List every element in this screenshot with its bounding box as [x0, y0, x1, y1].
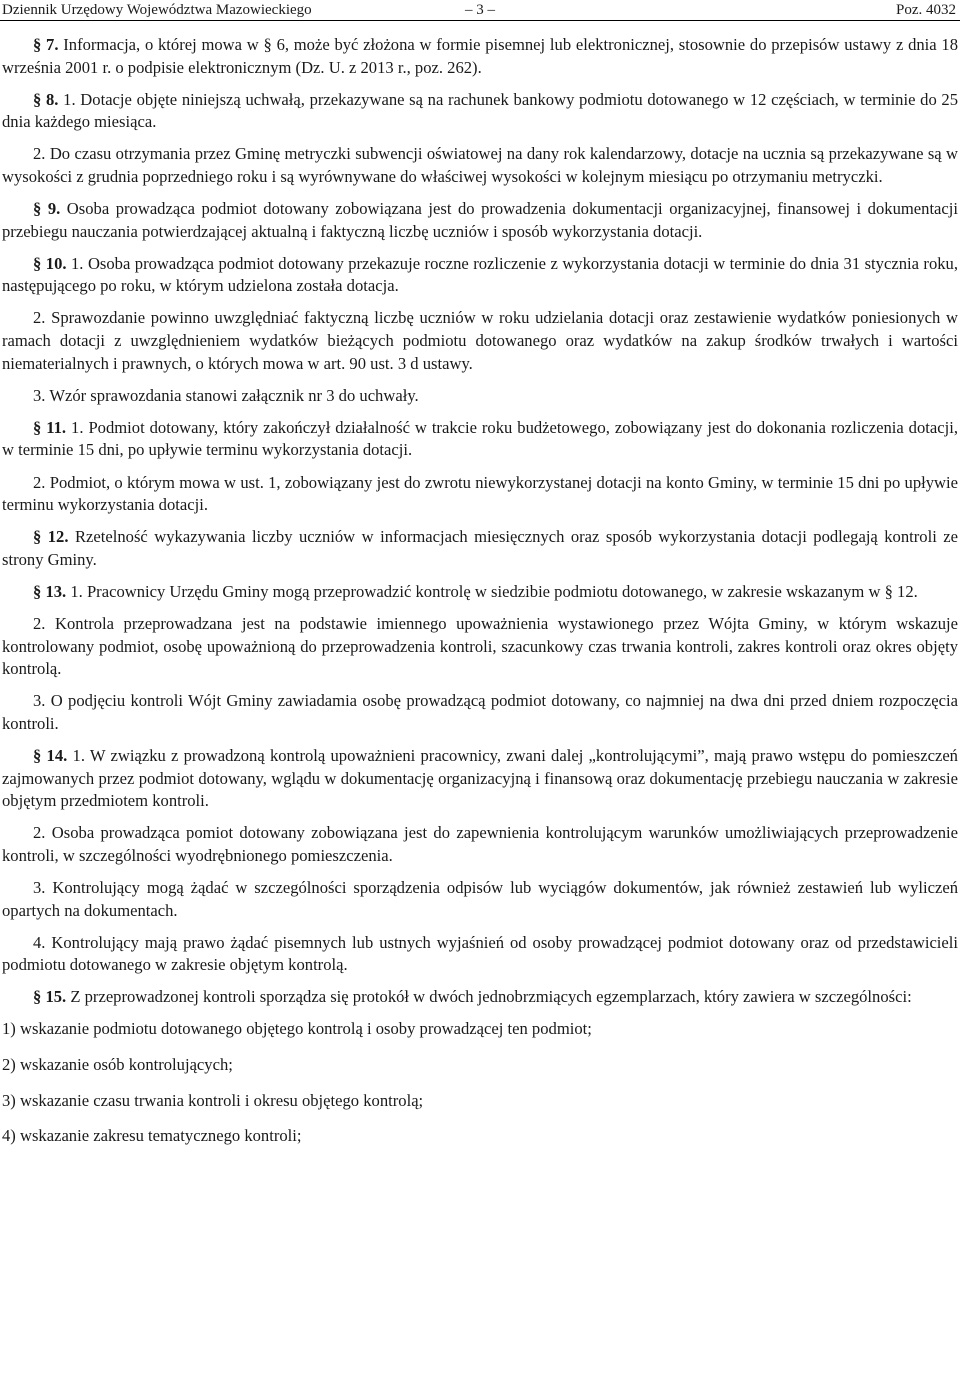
paragraph-text: Rzetelność wykazywania liczby uczniów w informacjach miesięcznych oraz sposób wykorzystania dotacji podlegają kontroli ze strony Gminy.	[2, 527, 958, 569]
paragraph	[2, 253, 958, 298]
paragraph	[2, 690, 958, 735]
section-number: § 14.	[33, 745, 68, 765]
list-item: 4) wskazanie zakresu tematycznego kontroli;	[2, 1126, 302, 1146]
paragraph-text: Informacja, o której mowa w § 6, może być złożona w formie pisemnej lub elektronicznej, stosownie do przepisów ustawy z dnia 18 września 2001 r. o podpisie elektronicznym (Dz. U. z 2013 r., poz. 262).	[2, 35, 959, 77]
document-body	[2, 34, 958, 1161]
section-number: § 13.	[33, 581, 67, 601]
subsection-number: 1.	[72, 745, 85, 765]
subsection-number: 1.	[71, 417, 84, 437]
paragraph	[2, 89, 958, 134]
subsection-number: 3.	[33, 877, 46, 897]
paragraph	[2, 526, 958, 571]
paragraph-text: Z przeprowadzonej kontroli sporządza się protokół w dwóch jednobrzmiących egzemplarzach, który zawiera w szczególności:	[70, 987, 912, 1007]
paragraph-text: Dotacje objęte niniejszą uchwałą, przekazywane są na rachunek bankowy podmiotu dotowanego w 12 częściach, w terminie do 25 dnia każdego miesiąca.	[2, 89, 959, 132]
paragraph	[2, 877, 958, 922]
paragraph-text: Kontrolujący mogą żądać w szczególności sporządzenia odpisów lub wyciągów dokumentów, jak również zestawień lub wyliczeń opartych na dokumentach.	[2, 877, 958, 920]
page-header	[0, 0, 960, 21]
paragraph	[2, 143, 958, 188]
paragraph-text: Kontrolujący mają prawo żądać pisemnych lub ustnych wyjaśnień od osoby prowadzącej podmiot dotowany oraz od przedstawicieli podmiotu dotowanego w zakresie objętym kontrolą.	[2, 932, 959, 975]
paragraph	[2, 198, 958, 243]
subsection-number: 2.	[33, 823, 46, 843]
paragraph	[2, 581, 958, 604]
paragraph	[2, 613, 958, 681]
paragraph-text: O podjęciu kontroli Wójt Gminy zawiadamia osobę prowadzącą podmiot dotowany, co najmniej na dwa dni przed dniem rozpoczęcia kontroli.	[2, 691, 958, 733]
subsection-number: 3.	[33, 385, 46, 405]
subsection-number: 1.	[71, 253, 84, 273]
section-number: § 7.	[33, 35, 59, 54]
section-number: § 11.	[33, 417, 67, 437]
paragraph-text: Osoba prowadząca pomiot dotowany zobowiązana jest do zapewnienia kontrolującym warunków umożliwiających przeprowadzenie kontroli, w szczególności wyodrębnionego pomieszczenia.	[2, 823, 958, 865]
subsection-number: 1.	[63, 89, 76, 109]
paragraph-text: Podmiot dotowany, który zakończył działalność w trakcie roku budżetowego, zobowiązany jest do dokonania rozliczenia dotacji, w terminie 15 dni, po upływie terminu wykorzystania dotacji.	[2, 417, 958, 460]
section-number: § 12.	[33, 527, 69, 547]
paragraph	[2, 34, 958, 79]
paragraph-text: Sprawozdanie powinno uwzględniać faktyczną liczbę uczniów w roku udzielania dotacji oraz zestawienie wydatków poniesionych w ramach dotacji z uwzględnieniem wydatków bieżących podmiotu dotowanego oraz wydatków na zakup środków trwałych i wartości niematerialnych i prawnych, o których mowa w art. 90 ust. 3 d ustawy.	[2, 308, 958, 373]
paragraph-list	[2, 34, 958, 1009]
paragraph-text: Wzór sprawozdania stanowi załącznik nr 3 do uchwały.	[49, 385, 419, 405]
list-item: 2) wskazanie osób kontrolujących;	[2, 1054, 233, 1074]
journal-title: Dziennik Urzędowy Województwa Mazowieckiego	[2, 2, 312, 18]
section-number: § 10.	[33, 253, 67, 273]
position-number: Poz. 4032	[896, 2, 956, 18]
subsection-number: 2.	[33, 613, 46, 633]
paragraph-text: W związku z prowadzoną kontrolą upoważnieni pracownicy, zwani dalej „kontrolującymi”, mają prawo wstępu do pomieszczeń zajmowanych przez podmiot dotowany, wglądu w dokumentację organizacyjną i finansową oraz dokumentację przebiegu nauczania w zakresie objętym przedmiotem kontroli.	[2, 745, 958, 811]
paragraph	[2, 385, 958, 408]
section-number: § 9.	[33, 199, 61, 219]
paragraph-text: Osoba prowadząca podmiot dotowany zobowiązana jest do prowadzenia dokumentacji organizacyjnej, finansowej i dokumentacji przebiegu nauczania potwierdzającej aktualną i faktyczną liczbę uczniów i sposób wykorzystania dotacji.	[2, 199, 959, 241]
enumerated-list	[2, 1018, 958, 1147]
subsection-number: 2.	[33, 472, 46, 492]
paragraph-text: Pracownicy Urzędu Gminy mogą przeprowadzić kontrolę w siedzibie podmiotu dotowanego, w zakresie wskazanym w § 12.	[86, 581, 918, 601]
section-number: § 15.	[33, 987, 67, 1007]
paragraph-text: Osoba prowadząca podmiot dotowany przekazuje roczne rozliczenie z wykorzystania dotacji w terminie do dnia 31 stycznia roku, następującego po roku, w którym udzielona została dotacja.	[2, 253, 958, 296]
subsection-number: 3.	[33, 691, 46, 711]
paragraph	[2, 932, 958, 977]
paragraph	[2, 417, 958, 462]
page-number: – 3 –	[465, 2, 495, 18]
paragraph-text: Podmiot, o którym mowa w ust. 1, zobowiązany jest do zwrotu niewykorzystanej dotacji na konto Gminy, w terminie 15 dni po upływie terminu wykorzystania dotacji.	[2, 472, 959, 515]
subsection-number: 1.	[70, 581, 83, 601]
paragraph-text: Do czasu otrzymania przez Gminę metryczki subwencji oświatowej na dany rok kalendarzowy, dotacje na ucznia są przekazywane są w wysokości z grudnia poprzedniego roku i są wyrównywane do właściwej wysokości w kolejnym miesiącu po otrzymaniu metryczki.	[2, 144, 958, 186]
paragraph	[2, 745, 958, 813]
paragraph-text: Kontrola przeprowadzana jest na podstawie imiennego upoważnienia wystawionego przez Wójta Gminy, w którym wskazuje kontrolowany podmiot, osobę upoważnioną do przeprowadzenia kontroli, szacunkowy czas trwania kontroli, zakres kontroli oraz okres objęty kontrolą.	[2, 613, 958, 679]
section-number: § 8.	[33, 89, 59, 109]
paragraph	[2, 307, 958, 375]
subsection-number: 4.	[33, 932, 46, 952]
list-item: 1) wskazanie podmiotu dotowanego objętego kontrolą i osoby prowadzącej ten podmiot;	[2, 1019, 592, 1039]
subsection-number: 2.	[33, 144, 46, 164]
paragraph	[2, 822, 958, 867]
list-item: 3) wskazanie czasu trwania kontroli i okresu objętego kontrolą;	[2, 1090, 424, 1110]
paragraph	[2, 472, 958, 517]
paragraph	[2, 986, 958, 1009]
subsection-number: 2.	[33, 308, 46, 328]
